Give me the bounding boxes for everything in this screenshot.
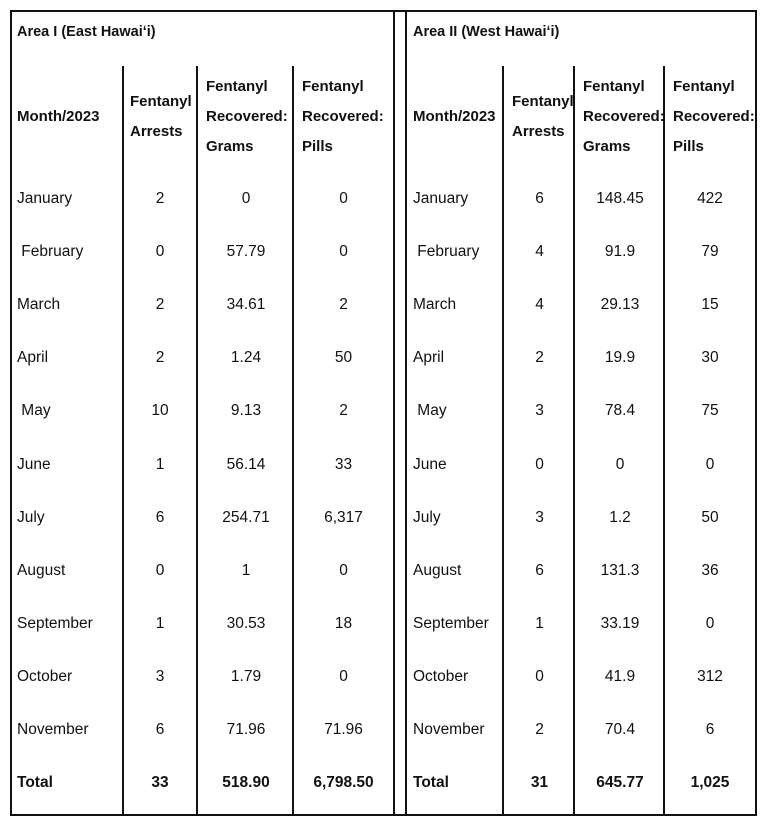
cell-grams: 131.3 [600,561,640,579]
cell-grams: 78.4 [604,402,636,420]
cell-pills: 312 [697,667,723,685]
header-grams-line: Grams [583,138,631,155]
cell-month: May [17,402,51,420]
cell-month: September [413,614,489,632]
header-pills-line: Fentanyl [673,78,735,95]
cell-grams: 29.13 [600,296,640,314]
cell-month: April [17,349,49,367]
area-divider-left [393,12,395,814]
cell-arrests: 6 [155,508,165,526]
cell-pills: 36 [701,561,719,579]
cell-grams: 1.24 [230,349,262,367]
table-row [12,703,393,756]
cell-month: August [17,561,66,579]
cell-arrests: 2 [535,349,544,367]
cell-pills: 30 [701,349,719,367]
area-2-table [408,12,755,814]
table-row [408,544,755,597]
cell-arrests: 4 [535,243,544,261]
cell-arrests: 0 [535,667,544,685]
table-row [12,491,393,544]
cell-pills: 6,798.50 [313,774,374,792]
header-month [413,102,496,132]
header-pills [302,72,384,162]
table-row [408,278,755,331]
cell-arrests: 3 [535,508,544,526]
header-arrests-line: Arrests [512,123,565,140]
cell-month: March [17,296,61,314]
header-pills-line: Fentanyl [302,78,364,95]
table-row [12,650,393,703]
header-month [17,102,100,132]
header-grams [206,72,288,162]
cell-arrests: 6 [535,561,544,579]
total-row [12,756,393,809]
table-row [408,438,755,491]
cell-arrests: 10 [151,402,169,420]
table-row [408,384,755,437]
cell-grams: 148.45 [596,190,644,207]
header-grams-line: Grams [206,138,254,155]
cell-arrests: 4 [535,296,544,314]
cell-pills: 50 [334,349,353,367]
header-grams-line: Recovered: [583,108,665,125]
area-1-table [12,12,393,814]
cell-grams: 30.53 [226,614,266,632]
cell-grams: 1.79 [230,667,262,685]
table-row [408,703,755,756]
cell-pills: 0 [705,455,715,473]
total-row [408,756,755,809]
table-row [408,172,755,225]
cell-arrests: 0 [535,455,544,473]
cell-month: February [17,243,84,261]
cell-grams: 91.9 [604,243,636,261]
cell-pills: 18 [334,614,353,632]
cell-month: July [17,508,45,526]
cell-month: November [17,721,89,738]
cell-month: February [413,243,480,261]
header-grams-line: Recovered: [206,108,288,125]
header-pills-line: Recovered: [673,108,755,125]
table-row [12,278,393,331]
table-row [12,438,393,491]
cell-grams: 645.77 [596,774,644,792]
cell-arrests: 33 [151,774,169,792]
table-row [408,597,755,650]
cell-arrests: 31 [530,774,549,792]
header-arrests [130,87,192,147]
cell-arrests: 6 [155,721,165,738]
cell-arrests: 1 [155,614,165,632]
cell-grams: 33.19 [600,614,640,632]
cell-pills: 422 [697,190,723,207]
cell-pills: 2 [339,296,348,314]
cell-pills: 6 [705,721,715,738]
table-row [12,225,393,278]
header-month-line: Month/2023 [17,108,100,125]
header-pills-line: Pills [302,138,333,155]
cell-grams: 56.14 [226,455,266,473]
header-pills-line: Pills [673,138,704,155]
cell-arrests: 2 [155,349,165,367]
cell-pills: 0 [339,667,348,685]
cell-pills: 33 [334,455,353,473]
cell-month: May [413,402,447,420]
table-row [12,384,393,437]
cell-month: August [413,561,462,579]
cell-month: Total [413,774,449,792]
header-arrests-line: Arrests [130,123,183,140]
cell-grams: 254.71 [222,508,270,526]
header-month-line: Month/2023 [413,108,496,125]
header-grams-line: Fentanyl [583,78,645,95]
cell-arrests: 2 [155,190,165,207]
cell-pills: 2 [339,402,348,420]
table-row [408,491,755,544]
cell-month: January [413,190,469,207]
cell-grams: 34.61 [226,296,266,314]
cell-pills: 1,025 [690,774,730,792]
cell-grams: 0 [241,190,251,207]
cell-month: January [17,190,73,207]
header-grams [583,72,665,162]
cell-arrests: 1 [155,455,165,473]
table-row [12,597,393,650]
table-row [408,225,755,278]
header-pills-line: Recovered: [302,108,384,125]
cell-arrests: 0 [155,561,165,579]
area-divider-right [405,12,407,814]
cell-month: March [413,296,457,314]
cell-month: June [17,455,51,473]
cell-grams: 1.2 [609,508,631,526]
cell-arrests: 0 [155,243,165,261]
cell-pills: 71.96 [324,721,363,738]
table-row [12,544,393,597]
header-pills [673,72,755,162]
cell-month: June [413,455,447,473]
cell-grams: 1 [241,561,251,579]
cell-pills: 79 [701,243,719,261]
cell-grams: 19.9 [604,349,636,367]
cell-arrests: 6 [535,190,544,207]
cell-month: September [17,614,93,632]
cell-pills: 0 [339,243,348,261]
cell-month: July [413,508,441,526]
cell-month: October [17,667,73,685]
area2-title: Area II (West Hawaiʻi) [413,24,560,40]
cell-arrests: 3 [155,667,165,685]
cell-arrests: 2 [155,296,165,314]
cell-arrests: 1 [535,614,544,632]
cell-month: Total [17,774,53,792]
cell-grams: 70.4 [604,721,636,738]
cell-pills: 75 [701,402,719,420]
header-arrests-line: Fentanyl [130,93,192,110]
cell-pills: 15 [701,296,719,314]
header-grams-line: Fentanyl [206,78,268,95]
cell-pills: 50 [701,508,719,526]
cell-pills: 0 [705,614,715,632]
cell-pills: 0 [339,190,348,207]
cell-month: October [413,667,469,685]
cell-grams: 57.79 [226,243,266,261]
cell-grams: 518.90 [222,774,270,792]
cell-arrests: 2 [535,721,544,738]
table-row [408,650,755,703]
cell-grams: 9.13 [230,402,262,420]
cell-pills: 0 [339,561,348,579]
fentanyl-table [10,10,757,816]
cell-grams: 71.96 [226,721,266,738]
header-arrests [512,87,574,147]
area1-title: Area I (East Hawaiʻi) [17,24,156,40]
table-row [12,331,393,384]
cell-month: April [413,349,445,367]
table-row [408,331,755,384]
table-row [12,172,393,225]
cell-month: November [413,721,485,738]
cell-arrests: 3 [535,402,544,420]
header-arrests-line: Fentanyl [512,93,574,110]
cell-pills: 6,317 [324,508,363,526]
cell-grams: 0 [615,455,625,473]
cell-grams: 41.9 [604,667,636,685]
